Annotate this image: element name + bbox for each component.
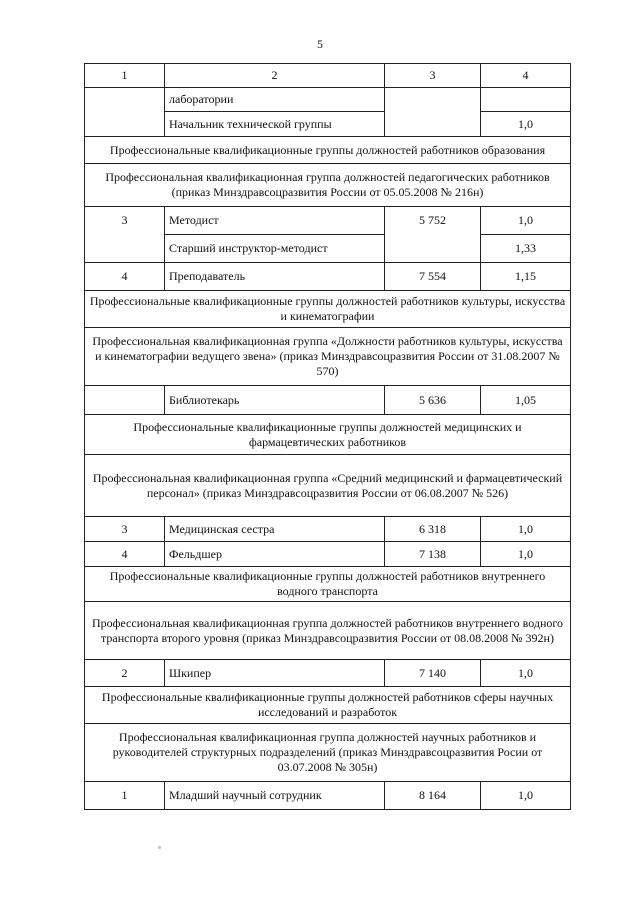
position-cell: Методист bbox=[165, 207, 385, 235]
level-cell: 4 bbox=[85, 542, 165, 567]
group-title: Профессиональные квалификационные группы должностей работников культуры, искусства и кинематографии bbox=[85, 291, 571, 328]
coefficient-cell: 1,0 bbox=[481, 112, 571, 137]
subgroup-title: Профессиональная квалификационная группа «Средний медицинский и фармацевтический персонал» (приказ Минздравсоцразвития России от 06.08.2007 № 526) bbox=[85, 455, 571, 517]
group-row bbox=[85, 687, 571, 724]
level-cell: 4 bbox=[85, 263, 165, 291]
salary-cell: 7 554 bbox=[385, 263, 481, 291]
position-cell: Старший инструктор-методист bbox=[165, 235, 385, 263]
group-title: Профессиональные квалификационные группы должностей работников сферы научных исследований и разработок bbox=[85, 687, 571, 724]
group-row bbox=[85, 415, 571, 455]
subgroup-row bbox=[85, 602, 571, 660]
table-row bbox=[85, 386, 571, 415]
subgroup-row bbox=[85, 328, 571, 386]
table-row bbox=[85, 88, 571, 112]
group-row bbox=[85, 291, 571, 328]
salary-cell bbox=[385, 88, 481, 137]
coefficient-cell: 1,15 bbox=[481, 263, 571, 291]
scan-speck bbox=[158, 846, 161, 849]
position-cell: Начальник технической группы bbox=[165, 112, 385, 137]
subgroup-row bbox=[85, 455, 571, 517]
position-cell: Младший научный сотрудник bbox=[165, 782, 385, 810]
group-row bbox=[85, 567, 571, 602]
header-col-4: 4 bbox=[481, 64, 571, 88]
qualification-table bbox=[84, 63, 571, 810]
position-cell: Шкипер bbox=[165, 660, 385, 687]
level-cell bbox=[85, 88, 165, 137]
salary-cell: 8 164 bbox=[385, 782, 481, 810]
subgroup-row bbox=[85, 164, 571, 207]
salary-cell: 7 138 bbox=[385, 542, 481, 567]
coefficient-cell: 1,0 bbox=[481, 542, 571, 567]
subgroup-title: Профессиональная квалификационная группа должностей научных работников и руководителей структурных подразделений (приказ Минздравсоцразвития Росии от 03.07.2008 № 305н) bbox=[85, 724, 571, 782]
group-title: Профессиональные квалификационные группы должностей работников образования bbox=[85, 137, 571, 164]
level-cell: 2 bbox=[85, 660, 165, 687]
level-cell bbox=[85, 386, 165, 415]
level-cell: 1 bbox=[85, 782, 165, 810]
header-col-1: 1 bbox=[85, 64, 165, 88]
header-col-2: 2 bbox=[165, 64, 385, 88]
coefficient-cell: 1,0 bbox=[481, 782, 571, 810]
position-cell: Преподаватель bbox=[165, 263, 385, 291]
level-cell: 3 bbox=[85, 517, 165, 542]
salary-cell: 7 140 bbox=[385, 660, 481, 687]
salary-cell: 5 752 bbox=[385, 207, 481, 263]
coefficient-cell bbox=[481, 88, 571, 112]
position-cell: Библиотекарь bbox=[165, 386, 385, 415]
page-number: 5 bbox=[317, 37, 323, 51]
coefficient-cell: 1,0 bbox=[481, 660, 571, 687]
position-cell: Медицинская сестра bbox=[165, 517, 385, 542]
coefficient-cell: 1,05 bbox=[481, 386, 571, 415]
group-row bbox=[85, 137, 571, 164]
coefficient-cell: 1,33 bbox=[481, 235, 571, 263]
subgroup-title: Профессиональная квалификационная группа должностей педагогических работников (приказ Минздравсоцразвития России от 05.05.2008 № 216н) bbox=[85, 164, 571, 207]
level-cell: 3 bbox=[85, 207, 165, 263]
salary-cell: 5 636 bbox=[385, 386, 481, 415]
subgroup-row bbox=[85, 724, 571, 782]
table-row bbox=[85, 660, 571, 687]
table-header-row bbox=[85, 64, 571, 88]
position-cell: Фельдшер bbox=[165, 542, 385, 567]
table-row bbox=[85, 542, 571, 567]
header-col-3: 3 bbox=[385, 64, 481, 88]
table-row bbox=[85, 517, 571, 542]
table-row bbox=[85, 263, 571, 291]
position-cell: лаборатории bbox=[165, 88, 385, 112]
coefficient-cell: 1,0 bbox=[481, 517, 571, 542]
subgroup-title: Профессиональная квалификационная группа должностей работников внутреннего водного транспорта второго уровня (приказ Минздравсоцразвития России от 08.08.2008 № 392н) bbox=[85, 602, 571, 660]
table-row bbox=[85, 782, 571, 810]
salary-cell: 6 318 bbox=[385, 517, 481, 542]
table-row bbox=[85, 207, 571, 235]
group-title: Профессиональные квалификационные группы должностей медицинских и фармацевтических работников bbox=[85, 415, 571, 455]
coefficient-cell: 1,0 bbox=[481, 207, 571, 235]
subgroup-title: Профессиональная квалификационная группа «Должности работников культуры, искусства и кинематографии ведущего звена» (приказ Минздравсоцразвития России от 31.08.2007 № 570) bbox=[85, 328, 571, 386]
group-title: Профессиональные квалификационные группы должностей работников внутреннего водного транспорта bbox=[85, 567, 571, 602]
